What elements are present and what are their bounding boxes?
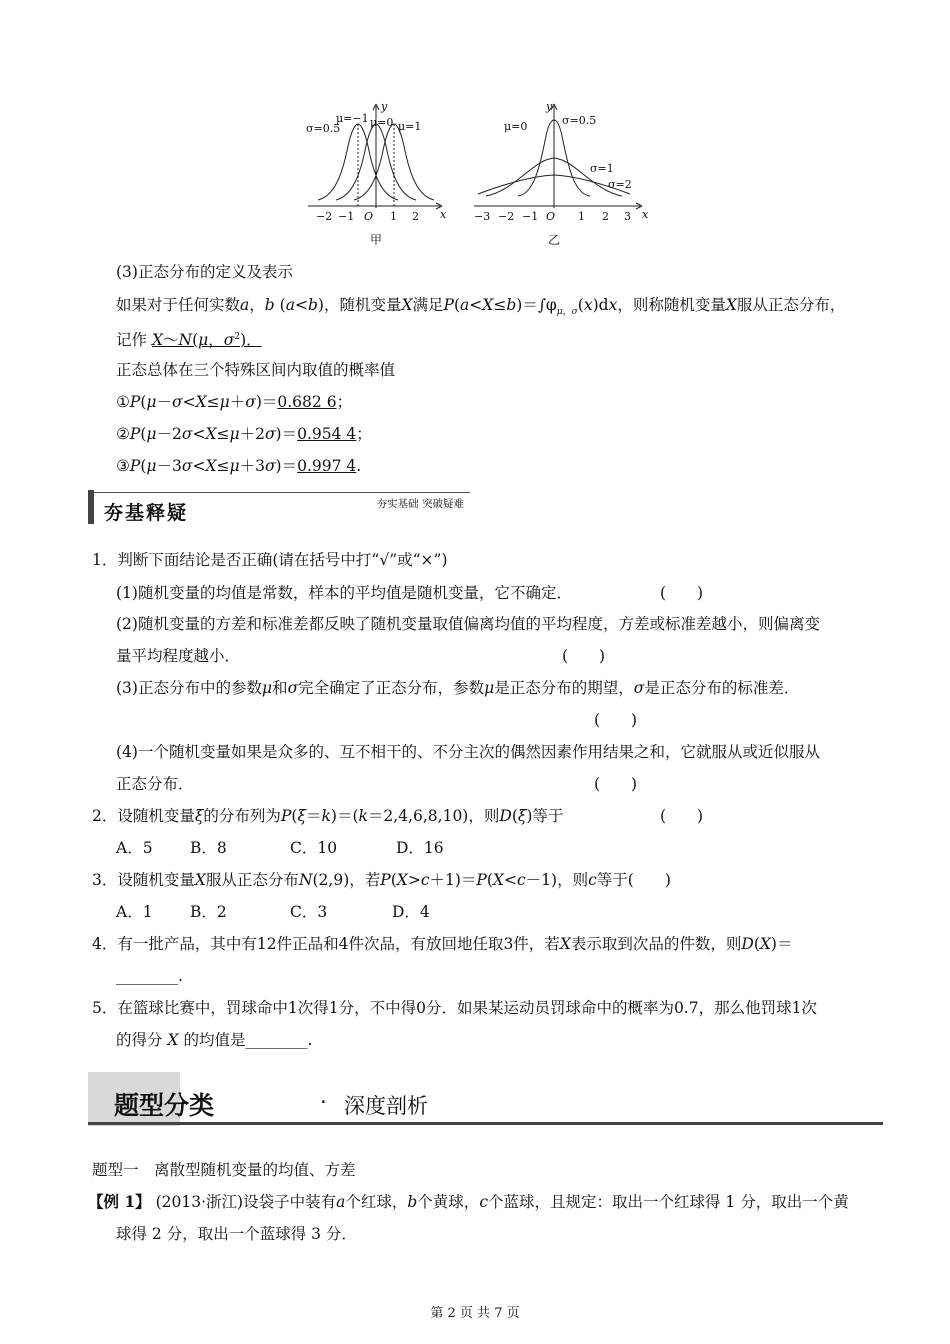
q1-s2-line2: 量平均程度越小． [116, 647, 241, 665]
def2-text: 记作 [116, 331, 148, 350]
q1-s3-paren: ( ) [594, 711, 638, 729]
q4-line2: ________. [116, 967, 183, 985]
def-text-b: ，随机变量 [323, 296, 402, 314]
heading-underline [88, 1122, 883, 1125]
left-tick-3: O [364, 210, 374, 223]
types-dot: · [320, 1090, 327, 1114]
right-tick-3: −1 [522, 210, 539, 223]
right-sigma-label-1: σ=0.5 [562, 114, 597, 127]
p3-value: 0.997 4 [297, 457, 357, 475]
example-label: 【例 1】 [88, 1192, 151, 1211]
section-heading-types [88, 1072, 883, 1126]
ex-a: (2013·浙江)设袋子中装有 [155, 1193, 337, 1211]
q4-a: 4．有一批产品，其中有12件正品和4件次品，有放回地任取3件，若 [92, 935, 560, 953]
type1-title: 题型一 离散型随机变量的均值、方差 [92, 1161, 356, 1179]
heading-rule [94, 492, 470, 493]
q3-option-d: D．4 [392, 903, 430, 921]
q1-s2-paren: ( ) [562, 647, 606, 665]
q1-s4-line1: (4)一个随机变量如果是众多的、互不相干的、不分主次的偶然因素作用结果之和，它就服从或近似服从 [116, 743, 820, 761]
left-tick-1: −2 [316, 210, 333, 223]
ex-b: 个红球， [345, 1193, 408, 1211]
left-tick-4: 1 [390, 210, 397, 223]
left-mu-label-3: μ=1 [398, 120, 422, 133]
q2-option-a: A．5 [116, 839, 153, 857]
q1-stem: 1．判断下面结论是否正确(请在括号中打“√”或“×”) [92, 551, 448, 569]
q2-option-c: C．10 [290, 839, 338, 857]
right-axis-x: x [642, 208, 649, 221]
left-axis-x: x [440, 208, 447, 221]
q5-b: 的均值是________. [183, 1031, 313, 1049]
example1-line1: 【例 1】 (2013·浙江)设袋子中装有a个红球，b个黄球，c个蓝球，且规定：取出一个红球得 1 分，取出一个黄 [88, 1192, 849, 1211]
q1-s3-a: (3)正态分布中的参数 [116, 679, 262, 697]
left-tick-5: 2 [412, 210, 419, 223]
q5-line2: 的得分 X 的均值是________. [116, 1031, 313, 1049]
right-caption: 乙 [548, 233, 561, 247]
types-subtitle: 深度剖析 [344, 1094, 428, 1118]
def-text-a: 如果对于任何实数 [116, 296, 241, 314]
normal-curves-figure [290, 96, 670, 258]
definition-line-1: 如果对于任何实数a，b (a<b)，随机变量X满足$P(a<X\le b)=\int\varphi_{\mu,\sigma}(x)dx$，则称随机变量X服从正态分布， [116, 296, 846, 318]
left-sigma-label: σ=0.5 [306, 122, 341, 135]
def-text-c: 满足 [412, 296, 444, 314]
q3-c: ，若 [349, 871, 381, 889]
right-tick-4: O [546, 210, 556, 223]
q2-a: 2．设随机变量 [92, 807, 195, 825]
right-axis-y: y [546, 100, 553, 113]
probability-3: ③P(μ－3σ<X≤μ＋3σ)＝0.997 4. [116, 457, 362, 475]
def-text-e: 服从正态分布， [736, 296, 846, 314]
right-tick-7: 3 [624, 210, 631, 223]
probability-2: ②P(μ－2σ<X≤μ＋2σ)＝0.954 4； [116, 425, 372, 443]
page-footer: 第 2 页 共 7 页 [430, 1306, 520, 1321]
example1-line2: 球得 2 分，取出一个蓝球得 3 分． [116, 1225, 357, 1243]
q3-d: ，则 [557, 871, 589, 889]
q1-s3-d: 是正态分布的期望， [494, 679, 634, 697]
left-mu-label-2: μ=0 [370, 116, 394, 129]
section-heading-basics [88, 490, 470, 524]
ex-d: 个蓝球，且规定：取出一个红球得 1 分，取出一个黄 [488, 1193, 849, 1211]
probability-1: ①P(μ－σ<X≤μ＋σ)＝0.682 6； [116, 393, 353, 411]
q2-option-b: B．8 [190, 839, 227, 857]
q5-line1: 5．在篮球比赛中，罚球命中1次得1分，不中得0分．如果某运动员罚球命中的概率为0.7，那么他罚球1次 [92, 999, 817, 1017]
q1-s3-line1: (3)正态分布中的参数μ和σ完全确定了正态分布，参数μ是正态分布的期望，σ是正态分布的标准差． [116, 679, 800, 697]
left-mu-label-1: μ=−1 [336, 112, 369, 125]
q1-s1-paren: ( ) [660, 584, 704, 602]
q2-stem: 2．设随机变量ξ的分布列为P(ξ＝k)＝(k＝2,4,6,8,10)，则D(ξ)等于 [92, 807, 564, 825]
ex-c: 个黄球， [417, 1193, 480, 1211]
left-axis-y: y [381, 100, 388, 113]
p2-value: 0.954 4 [297, 425, 357, 443]
p1-value: 0.682 6 [277, 393, 337, 411]
right-tick-5: 1 [578, 210, 585, 223]
right-sigma-label-3: σ=2 [608, 178, 632, 191]
q4-b: 表示取到次品的件数，则 [570, 935, 742, 953]
heading-bar [88, 490, 94, 524]
q4-line1: 4．有一批产品，其中有12件正品和4件次品，有放回地任取3件，若X表示取到次品的件数，则D(X)＝ [92, 935, 793, 953]
q1-s3-c: 完全确定了正态分布，参数 [298, 679, 485, 697]
right-tick-1: −3 [474, 210, 491, 223]
right-sigma-label-2: σ=1 [590, 162, 614, 175]
heading-subtitle: 夯实基础 突破疑难 [376, 498, 464, 510]
q1-s2-line1: (2)随机变量的方差和标准差都反映了随机变量取值偏离均值的平均程度，方差或标准差越小，则偏离变 [116, 615, 820, 633]
q2-option-d: D．16 [396, 839, 444, 857]
plot-yi [474, 104, 642, 209]
section3-heading: (3)正态分布的定义及表示 [116, 263, 293, 281]
left-caption: 甲 [370, 233, 383, 247]
def-text-d: ，则称随机变量 [617, 296, 726, 314]
q3-option-a: A．1 [116, 903, 153, 921]
right-tick-6: 2 [602, 210, 609, 223]
q2-d: 等于 [532, 807, 564, 825]
q1-s4-line2: 正态分布． [116, 775, 194, 793]
q1-s3-b: 和 [272, 679, 288, 697]
heading-title: 夯基释疑 [104, 502, 189, 524]
definition-line-2: 记作 X～N(μ，$\sigma^2$)． [116, 331, 262, 350]
q1-s3-e: 是正态分布的标准差． [644, 679, 800, 697]
q1-s4-paren: ( ) [594, 775, 638, 793]
q2-paren: ( ) [660, 807, 704, 825]
probability-intro: 正态总体在三个特殊区间内取值的概率值 [116, 361, 396, 379]
q2-b: 的分布列为 [203, 807, 281, 825]
q3-e: 等于( ) [596, 871, 671, 889]
q3-b: 服从正态分布 [205, 871, 299, 889]
q2-c: ，则 [468, 807, 500, 825]
q3-stem: 3．设随机变量X服从正态分布N(2,9)，若P(X>c＋1)＝P(X<c－1)，则c等于( ) [92, 871, 671, 889]
q3-option-b: B．2 [190, 903, 227, 921]
q3-a: 3．设随机变量 [92, 871, 195, 889]
right-tick-2: −2 [498, 210, 515, 223]
types-title: 题型分类 [114, 1091, 215, 1120]
q1-s1: (1)随机变量的均值是常数，样本的平均值是随机变量，它不确定． [116, 584, 572, 602]
q3-option-c: C．3 [290, 903, 328, 921]
left-tick-2: −1 [338, 210, 355, 223]
q5-a: 的得分 [116, 1031, 163, 1049]
right-mu-label: μ=0 [504, 120, 528, 133]
